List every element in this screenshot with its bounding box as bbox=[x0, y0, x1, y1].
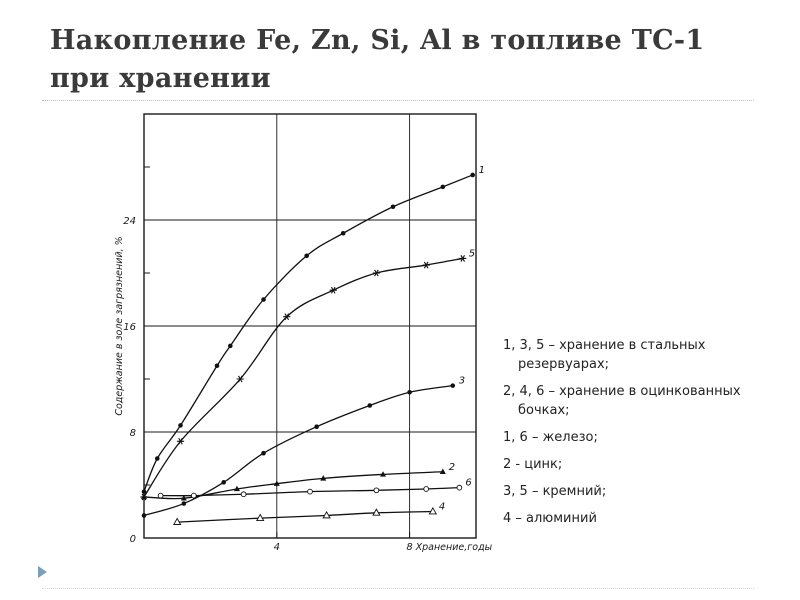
data-point bbox=[178, 423, 183, 428]
slide-arrow-icon bbox=[38, 566, 47, 578]
data-point bbox=[155, 456, 160, 461]
series-line-1 bbox=[144, 175, 476, 492]
data-point bbox=[241, 492, 246, 497]
data-point bbox=[330, 287, 337, 293]
chart bbox=[100, 105, 500, 585]
data-point bbox=[423, 262, 430, 268]
data-point bbox=[374, 488, 379, 493]
data-point bbox=[470, 173, 475, 178]
data-point bbox=[424, 487, 429, 492]
data-point bbox=[182, 501, 187, 506]
legend-item: 1, 3, 5 – хранение в стальных резервуарах; bbox=[503, 338, 706, 372]
legend-item: 2, 4, 6 – хранение в оцинкованных бочках; bbox=[503, 384, 741, 418]
data-point bbox=[228, 344, 233, 349]
data-point bbox=[142, 513, 147, 518]
data-point bbox=[261, 297, 266, 302]
data-point bbox=[459, 255, 466, 261]
series-label-2: 2 bbox=[448, 461, 456, 473]
legend-item: 3, 5 – кремний; bbox=[503, 484, 607, 499]
x-tick-label: 4 bbox=[273, 542, 280, 553]
data-point bbox=[341, 231, 346, 236]
series-line-2 bbox=[144, 472, 443, 499]
title-divider bbox=[42, 100, 754, 101]
data-point bbox=[429, 508, 436, 514]
y-tick-label: 0 bbox=[129, 534, 136, 545]
data-point bbox=[391, 204, 396, 209]
legend bbox=[503, 336, 788, 536]
footer-divider bbox=[42, 588, 754, 589]
data-point bbox=[441, 185, 446, 190]
data-point bbox=[221, 480, 226, 485]
y-tick-label: 16 bbox=[123, 322, 136, 333]
slide-title: Накопление Fe, Zn, Si, Al в топливе ТС-1 при хранении bbox=[50, 25, 705, 94]
data-point bbox=[304, 253, 309, 258]
series-line-4 bbox=[177, 512, 433, 523]
series-label-4: 4 bbox=[438, 501, 446, 513]
chart-svg bbox=[100, 105, 500, 585]
series-line-5 bbox=[144, 258, 466, 497]
series-label-3: 3 bbox=[458, 375, 466, 387]
data-point bbox=[373, 270, 380, 276]
data-point bbox=[191, 493, 196, 498]
series-label-5: 5 bbox=[468, 248, 476, 260]
data-point bbox=[308, 489, 313, 494]
legend-item: 1, 6 – железо; bbox=[503, 430, 598, 445]
y-axis-label: Содержание в золе загрязнений, % bbox=[114, 236, 125, 416]
x-axis-label: Хранение,годы bbox=[415, 542, 493, 553]
data-point bbox=[457, 485, 462, 490]
data-point bbox=[367, 403, 372, 408]
x-tick-label: 8 bbox=[406, 542, 413, 553]
legend-item: 4 – алюминий bbox=[503, 511, 597, 526]
legend-item: 2 - цинк; bbox=[503, 457, 563, 472]
data-point bbox=[261, 451, 266, 456]
data-point bbox=[314, 424, 319, 429]
series-label-1: 1 bbox=[478, 164, 486, 176]
series-label-6: 6 bbox=[465, 477, 472, 489]
y-tick-label: 8 bbox=[129, 428, 136, 439]
data-point bbox=[450, 383, 455, 388]
data-point bbox=[158, 493, 163, 498]
y-tick-label: 24 bbox=[123, 216, 136, 227]
data-point bbox=[407, 390, 412, 395]
data-point bbox=[215, 363, 220, 368]
